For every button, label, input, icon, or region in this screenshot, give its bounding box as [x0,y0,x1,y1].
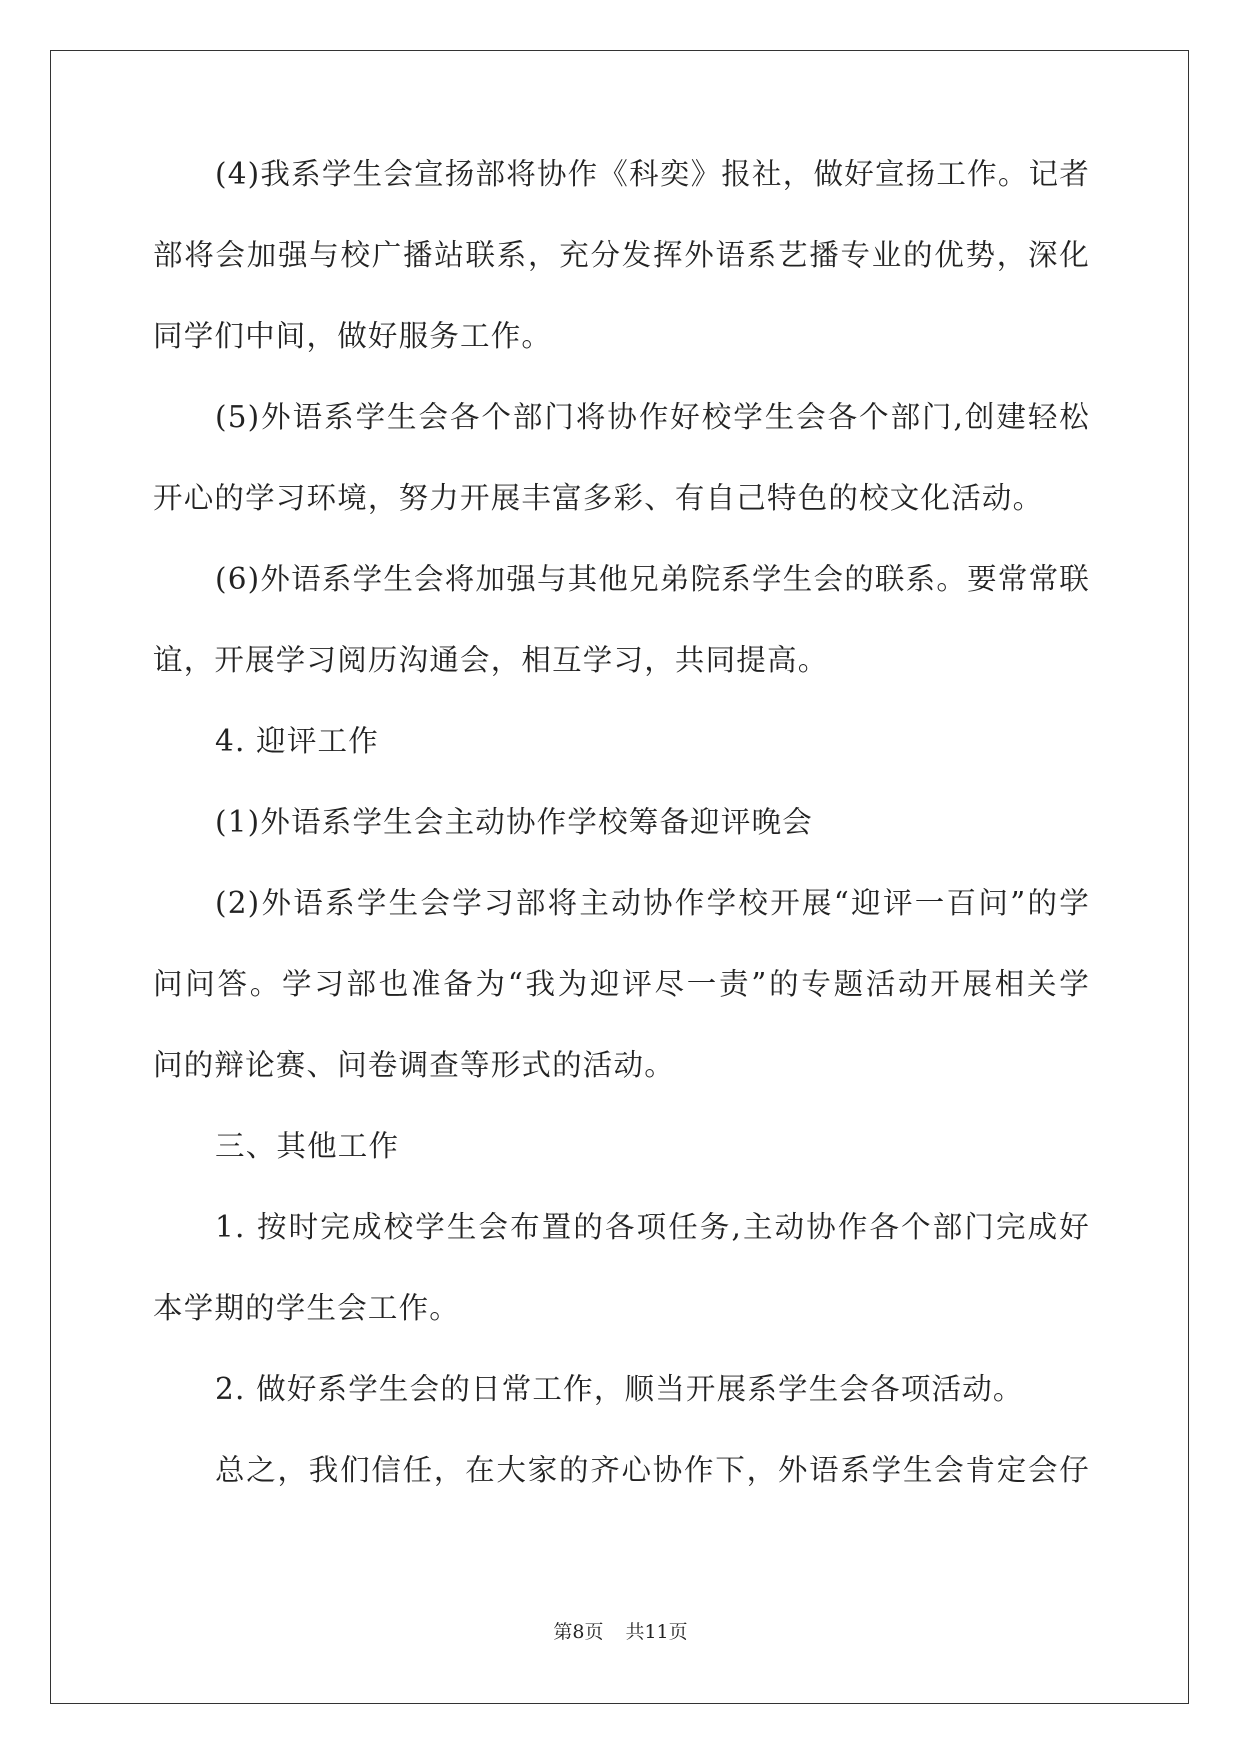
text-line: 问的辩论赛、问卷调查等形式的活动。 [153,1048,675,1082]
text-line: (1)外语系学生会主动协作学校筹备迎评晚会 [215,805,813,839]
text-line: (5)外语系学生会各个部门将协作好校学生会各个部门,创建轻松 [215,400,1090,434]
text-line: 1. 按时完成校学生会布置的各项任务,主动协作各个部门完成好 [215,1210,1090,1244]
page-footer [0,1617,1241,1644]
section-heading: 4. 迎评工作 [215,724,379,758]
page-total: 共11页 [625,1621,688,1643]
text-line: 总之，我们信任，在大家的齐心协作下，外语系学生会肯定会仔 [215,1453,1090,1487]
text-line: 开心的学习环境，努力开展丰富多彩、有自己特色的校文化活动。 [153,481,1044,515]
text-line: 本学期的学生会工作。 [153,1291,461,1325]
text-line: (4)我系学生会宣扬部将协作《科奕》报社，做好宣扬工作。记者 [215,157,1090,191]
text-line: (6)外语系学生会将加强与其他兄弟院系学生会的联系。要常常联 [215,562,1090,596]
text-line: (2)外语系学生会学习部将主动协作学校开展“迎评一百问”的学 [215,886,1090,920]
text-line: 问问答。学习部也准备为“我为迎评尽一责”的专题活动开展相关学 [153,967,1090,1001]
text-line: 同学们中间，做好服务工作。 [153,319,553,353]
text-line: 2. 做好系学生会的日常工作，顺当开展系学生会各项活动。 [215,1372,1024,1406]
section-heading: 三、其他工作 [215,1129,400,1163]
document-body [153,158,1090,1535]
page-number: 第8页 [553,1621,604,1643]
text-line: 部将会加强与校广播站联系，充分发挥外语系艺播专业的优势，深化 [153,238,1090,272]
text-line: 谊，开展学习阅历沟通会，相互学习，共同提高。 [153,643,829,677]
